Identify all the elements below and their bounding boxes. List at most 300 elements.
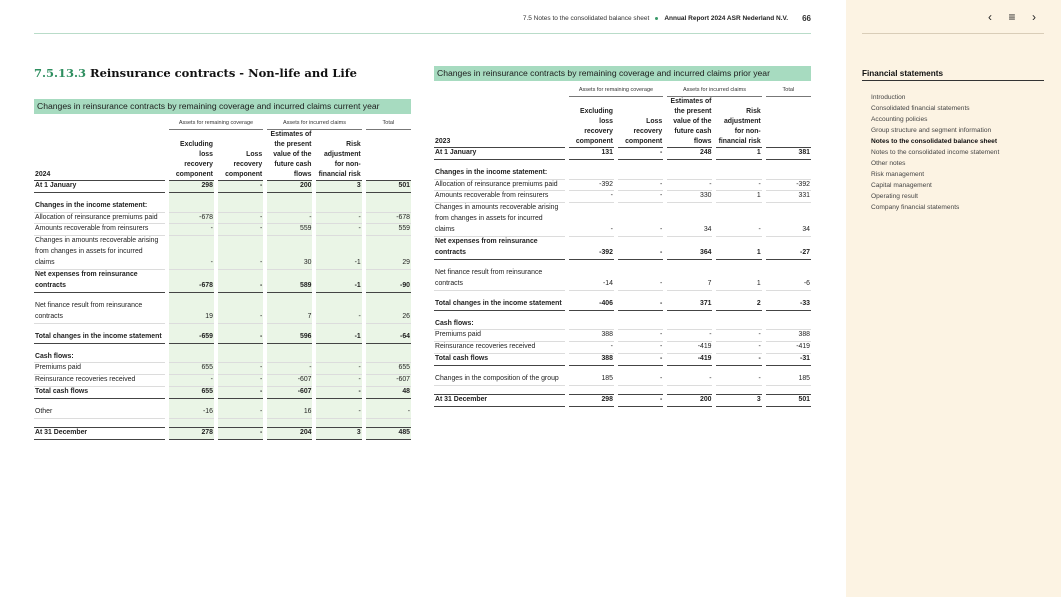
sidebar-link[interactable]: Capital management [871,182,932,190]
table-row [34,236,411,270]
value-cell: - [569,191,614,203]
value-cell [169,201,214,213]
value-cell: 3 [716,394,761,407]
table-row [434,180,811,192]
row-label: Net finance result from reinsurance contracts [434,268,565,291]
header-report-title: Annual Report 2024 ASR Nederland N.V. [664,15,789,22]
table-row [34,213,411,225]
value-cell: 48 [366,387,411,399]
spacer-row [434,311,811,319]
row-label: Changes in the composition of the group [434,374,565,386]
value-cell: -678 [366,213,411,225]
value-cell: - [218,301,263,324]
sidebar-nav [984,10,1040,24]
row-label: Cash flows: [434,319,565,331]
spacer-row [434,291,811,299]
value-cell: -14 [569,268,614,291]
header-section-link[interactable]: 7.5 Notes to the consolidated balance sheet [522,15,650,22]
spacer-cell [766,311,811,319]
value-cell: - [218,224,263,236]
sidebar-link[interactable]: Consolidated financial statements [871,105,970,113]
spacer-cell [618,386,663,394]
table-row [34,332,411,344]
value-cell: - [716,180,761,192]
page-header [34,0,811,34]
prior-year-table-title: Changes in reinsurance contracts by remaining coverage and incurred claims prior year [434,66,811,81]
value-cell [618,319,663,331]
spacer-cell [569,260,614,268]
spacer-cell [667,160,712,168]
sidebar-link[interactable]: Introduction [871,94,906,101]
table-row [434,203,811,237]
value-cell: 388 [766,330,811,342]
sidebar-divider [862,33,1044,34]
value-cell: - [618,203,663,237]
table-row [34,352,411,364]
sidebar-link[interactable]: Accounting policies [871,116,928,124]
column-header: Risk adjustment for non-financial risk [716,97,761,148]
value-cell: -90 [366,270,411,293]
sidebar-link[interactable]: Operating result [871,193,918,201]
value-cell: -64 [366,332,411,344]
spacer-cell [569,386,614,394]
row-label: Changes in amounts recoverable arising from changes in assets for incurred claims [434,203,565,237]
value-cell: - [267,363,312,375]
value-cell: -678 [169,213,214,225]
spacer-row [34,344,411,352]
spacer-cell [169,293,214,301]
value-cell: 3 [316,181,361,193]
row-label: Amounts recoverable from reinsurers [434,191,565,203]
spacer-cell [169,193,214,201]
spacer-cell [34,293,165,301]
row-label: Changes in the income statement: [34,201,165,213]
value-cell [267,201,312,213]
value-cell: - [218,181,263,193]
value-cell: 388 [569,330,614,342]
value-cell: - [169,224,214,236]
sidebar-link[interactable]: Company financial statements [871,204,960,212]
value-cell: 30 [267,236,312,270]
value-cell: 278 [169,427,214,440]
table-row [34,224,411,236]
value-cell: -33 [766,299,811,311]
value-cell: -406 [569,299,614,311]
column-header-row [34,130,411,181]
table-row [434,342,811,354]
spacer-cell [667,366,712,374]
value-cell [366,201,411,213]
spacer-cell [366,293,411,301]
value-cell: - [218,427,263,440]
table-row [434,237,811,260]
value-cell [316,352,361,364]
value-cell: - [618,191,663,203]
spacer-cell [316,419,361,427]
spacer-cell [716,311,761,319]
value-cell: - [316,301,361,324]
group-incurred-claims: Assets for incurred claims [267,119,362,130]
value-cell: - [218,236,263,270]
column-group-header-row [34,119,411,130]
value-cell [218,201,263,213]
value-cell: - [618,342,663,354]
sidebar-link[interactable]: Group structure and segment information [871,127,992,135]
value-cell: 655 [169,363,214,375]
spacer-cell [716,386,761,394]
value-cell: 1 [716,148,761,160]
value-cell: 371 [667,299,712,311]
value-cell: - [218,332,263,344]
column-header: Estimates of the present value of the future cash flows [267,130,312,181]
value-cell: -392 [569,180,614,192]
row-label: Premiums paid [434,330,565,342]
group-total: Total [366,119,411,130]
spacer-cell [34,193,165,201]
value-cell: 559 [366,224,411,236]
value-cell: 655 [169,387,214,399]
spacer-cell [267,399,312,407]
group-incurred-claims: Assets for incurred claims [667,86,762,97]
value-cell: - [618,180,663,192]
value-cell: - [618,354,663,366]
row-label: Amounts recoverable from reinsurers [34,224,165,236]
spacer-cell [766,291,811,299]
spacer-row [434,386,811,394]
column-header: Excluding loss recovery component [169,130,214,181]
table-row [434,319,811,331]
spacer-cell [316,293,361,301]
value-cell: 501 [766,394,811,407]
spacer-cell [169,344,214,352]
spacer-cell [366,399,411,407]
table-row [34,181,411,193]
value-cell [667,319,712,331]
value-cell [267,352,312,364]
sidebar [846,0,1061,597]
spacer-cell [434,260,565,268]
value-cell: -392 [569,237,614,260]
group-total: Total [766,86,811,97]
value-cell: 596 [267,332,312,344]
spacer-cell [766,366,811,374]
value-cell: - [218,375,263,387]
value-cell: 2 [716,299,761,311]
sidebar-heading[interactable]: Financial statements [862,69,1044,81]
value-cell [716,168,761,180]
sidebar-link[interactable]: Risk management [871,171,925,179]
table-row [434,299,811,311]
table-row [34,427,411,440]
value-cell: -1 [316,236,361,270]
table-row [434,148,811,160]
row-label: Premiums paid [34,363,165,375]
column-header-total [366,130,411,181]
column-header-row [434,97,811,148]
column-header: Loss recovery component [618,97,663,148]
spacer-cell [569,291,614,299]
value-cell: 364 [667,237,712,260]
spacer-cell [766,160,811,168]
spacer-row [34,324,411,332]
spacer-cell [434,311,565,319]
value-cell: -31 [766,354,811,366]
value-cell: - [316,213,361,225]
value-cell: 34 [667,203,712,237]
spacer-cell [766,386,811,394]
row-label: Total changes in the income statement [34,332,165,344]
sidebar-link[interactable]: Notes to the consolidated income statement [871,149,1000,157]
spacer-cell [316,344,361,352]
value-cell: - [267,213,312,225]
spacer-cell [316,399,361,407]
value-cell: 331 [766,191,811,203]
table-row [34,375,411,387]
current-year-table [30,119,415,440]
table-row [434,268,811,291]
spacer-cell [366,344,411,352]
spacer-row [34,193,411,201]
table-row [34,270,411,293]
value-cell: -419 [667,354,712,366]
spacer-cell [766,260,811,268]
value-cell: 330 [667,191,712,203]
spacer-cell [34,399,165,407]
row-label: At 1 January [34,181,165,193]
spacer-cell [434,160,565,168]
value-cell: - [618,268,663,291]
row-label: Cash flows: [34,352,165,364]
row-label: At 31 December [434,394,565,407]
spacer-cell [618,366,663,374]
next-page-icon[interactable]: › [1032,10,1036,24]
value-cell: 29 [366,236,411,270]
value-cell: -1 [316,332,361,344]
value-cell [316,201,361,213]
spacer-row [34,293,411,301]
value-cell: 3 [316,427,361,440]
group-remaining-coverage: Assets for remaining coverage [169,119,264,130]
spacer-cell [316,324,361,332]
row-label: Allocation of reinsurance premiums paid [34,213,165,225]
value-cell: 1 [716,237,761,260]
row-label: Net expenses from reinsurance contracts [34,270,165,293]
menu-icon[interactable]: ≡ [1008,10,1016,24]
table-row [434,374,811,386]
row-label: Allocation of reinsurance premiums paid [434,180,565,192]
value-cell: -607 [366,375,411,387]
value-cell: - [618,394,663,407]
table-row [434,191,811,203]
value-cell: 501 [366,181,411,193]
value-cell: - [618,330,663,342]
value-cell [218,352,263,364]
value-cell [766,168,811,180]
value-cell: 381 [766,148,811,160]
value-cell [667,168,712,180]
value-cell: -659 [169,332,214,344]
value-cell: - [716,330,761,342]
spacer-cell [366,419,411,427]
spacer-cell [716,366,761,374]
spacer-cell [434,386,565,394]
spacer-cell [267,193,312,201]
column-header: Estimates of the present value of the future cash flows [667,97,712,148]
sidebar-list [871,92,999,214]
value-cell: 559 [267,224,312,236]
spacer-cell [218,324,263,332]
value-cell: -678 [169,270,214,293]
spacer-cell [667,386,712,394]
spacer-cell [218,399,263,407]
row-label: Net expenses from reinsurance contracts [434,237,565,260]
value-cell: - [667,374,712,386]
value-cell: -392 [766,180,811,192]
previous-page-icon[interactable]: ‹ [988,10,992,24]
value-cell: 200 [267,181,312,193]
column-header: Excluding loss recovery component [569,97,614,148]
sidebar-link[interactable]: Notes to the consolidated balance sheet [871,138,998,146]
value-cell: 34 [766,203,811,237]
table-row [34,201,411,213]
table-row [34,387,411,399]
header-separator-dot [655,17,658,20]
table-row [434,330,811,342]
spacer-cell [434,366,565,374]
value-cell: - [316,407,361,419]
value-cell: - [667,330,712,342]
section-number: 7.5.13.3 [34,66,87,80]
value-cell: 131 [569,148,614,160]
value-cell: - [618,299,663,311]
spacer-cell [434,291,565,299]
value-cell: - [316,363,361,375]
spacer-cell [218,293,263,301]
spacer-cell [169,324,214,332]
spacer-cell [218,193,263,201]
spacer-cell [267,344,312,352]
value-cell: - [218,213,263,225]
spacer-cell [618,160,663,168]
group-remaining-coverage: Assets for remaining coverage [569,86,664,97]
value-cell: - [667,180,712,192]
row-label: Reinsurance recoveries received [34,375,165,387]
value-cell [569,319,614,331]
spacer-cell [667,311,712,319]
spacer-row [34,399,411,407]
spacer-cell [569,160,614,168]
spacer-cell [618,291,663,299]
value-cell: 298 [569,394,614,407]
spacer-cell [34,419,165,427]
section-title-text: Reinsurance contracts - Non-life and Life [90,66,357,80]
value-cell: - [169,236,214,270]
group-spacer [34,119,165,130]
spacer-cell [716,160,761,168]
value-cell: 7 [667,268,712,291]
value-cell: 485 [366,427,411,440]
spacer-cell [267,324,312,332]
sidebar-link[interactable]: Other notes [871,160,906,168]
value-cell: 19 [169,301,214,324]
row-label: At 1 January [434,148,565,160]
value-cell: - [618,148,663,160]
row-label: Total cash flows [434,354,565,366]
value-cell: 1 [716,268,761,291]
section-title [34,66,357,80]
value-cell: 589 [267,270,312,293]
spacer-cell [218,419,263,427]
value-cell [618,168,663,180]
prior-year-table [430,86,815,407]
spacer-cell [366,193,411,201]
column-header-total [766,97,811,148]
spacer-cell [569,311,614,319]
value-cell: - [618,237,663,260]
value-cell: -1 [316,270,361,293]
spacer-cell [667,291,712,299]
spacer-cell [267,419,312,427]
value-cell: - [316,387,361,399]
spacer-row [34,419,411,427]
value-cell: - [716,354,761,366]
value-cell: - [218,387,263,399]
spacer-cell [218,344,263,352]
value-cell: - [316,375,361,387]
value-cell: -27 [766,237,811,260]
spacer-cell [34,344,165,352]
spacer-cell [667,260,712,268]
value-cell: 26 [366,301,411,324]
value-cell [569,168,614,180]
value-cell: 248 [667,148,712,160]
value-cell: -6 [766,268,811,291]
value-cell: - [569,342,614,354]
spacer-cell [169,399,214,407]
table-row [434,394,811,407]
value-cell: - [169,375,214,387]
table-year: 2024 [34,130,165,181]
value-cell: - [716,374,761,386]
current-year-table-title: Changes in reinsurance contracts by remaining coverage and incurred claims current year [34,99,411,114]
table-row [34,363,411,375]
value-cell: 655 [366,363,411,375]
value-cell: - [716,203,761,237]
spacer-cell [618,260,663,268]
value-cell: 1 [716,191,761,203]
value-cell: - [618,374,663,386]
row-label: Changes in amounts recoverable arising from changes in assets for incurred claims [34,236,165,270]
value-cell [716,319,761,331]
value-cell: - [366,407,411,419]
spacer-cell [716,291,761,299]
spacer-cell [34,324,165,332]
table-year: 2023 [434,97,565,148]
value-cell: - [569,203,614,237]
row-label: Changes in the income statement: [434,168,565,180]
row-label: Total changes in the income statement [434,299,565,311]
row-label: Total cash flows [34,387,165,399]
spacer-cell [569,366,614,374]
value-cell: -16 [169,407,214,419]
column-group-header-row [434,86,811,97]
value-cell: -419 [667,342,712,354]
row-label: Other [34,407,165,419]
spacer-cell [316,193,361,201]
spacer-cell [366,324,411,332]
value-cell: 388 [569,354,614,366]
column-header: Loss recovery component [218,130,263,181]
